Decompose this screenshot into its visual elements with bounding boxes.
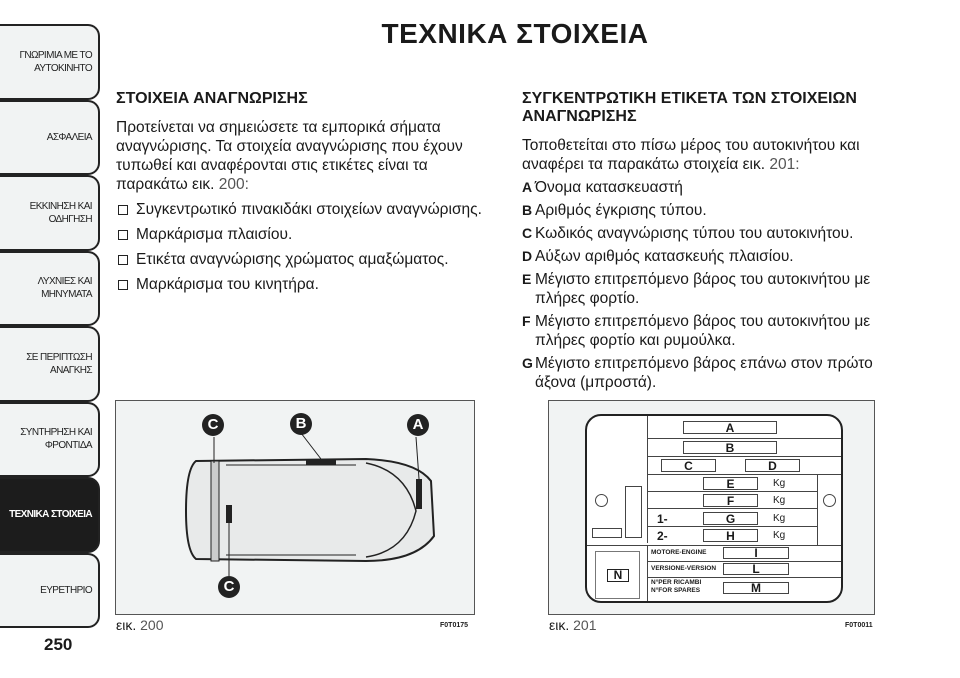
figure-code: F0T0011: [845, 622, 873, 629]
right-column: [522, 90, 912, 392]
intro-text: Τοποθετείται στο πίσω μέρος του αυτοκινήτου και αναφέρει τα παρακάτω στοιχεία εικ. 201:: [522, 137, 860, 173]
engine-label: MOTORE-ENGINE: [651, 549, 707, 556]
axle-1-label: 1-: [657, 512, 668, 526]
figure-caption: εικ. 201: [549, 617, 597, 633]
field-e: E: [703, 477, 758, 490]
list-item: B Αριθμός έγκρισης τύπου.: [522, 202, 707, 219]
field-a: A: [683, 421, 777, 434]
list-item: Μαρκάρισμα του κινητήρα.: [116, 275, 501, 294]
field-n: N: [607, 569, 629, 582]
list-item: A Όνομα κατασκευαστή: [522, 179, 683, 196]
field-l: L: [723, 563, 789, 575]
figure-200-car-diagram: [115, 400, 475, 615]
list-item: Συγκεντρωτικό πινακιδάκι στοιχείων αναγνώρισης.: [116, 200, 501, 219]
field-m: M: [723, 582, 789, 594]
axle-2-label: 2-: [657, 529, 668, 543]
unit-kg: Kg: [773, 495, 786, 506]
figure-code: F0T0175: [440, 622, 469, 629]
tab-starting-driving[interactable]: ΕΚΚΙΝΗΣΗ ΚΑΙ ΟΔΗΓΗΣΗ: [0, 175, 100, 251]
tab-technical-data[interactable]: ΤΕΧΝΙΚΑ ΣΤΟΙΧΕΙΑ: [0, 477, 100, 553]
tab-emergency[interactable]: ΣΕ ΠΕΡΙΠΤΩΣΗ ΑΝΑΓΚΗΣ: [0, 326, 100, 402]
field-c: C: [661, 459, 716, 472]
callout-a-badge: A: [407, 414, 429, 436]
checkbox-bullet-icon: [118, 255, 128, 265]
field-f: F: [703, 494, 758, 507]
figure-201-label-diagram: [548, 400, 875, 615]
field-g: G: [703, 512, 758, 525]
list-item: D Αύξων αριθμός κατασκευής πλαισίου.: [522, 248, 794, 265]
list-item: F Μέγιστο επιτρεπόμενο βάρος του αυτοκινήτου με πλήρες φορτίο και ρυμούλκα.: [522, 313, 871, 349]
checkbox-bullet-icon: [118, 280, 128, 290]
callout-b-badge: B: [290, 413, 312, 435]
checkbox-bullet-icon: [118, 230, 128, 240]
tab-safety[interactable]: ΑΣΦΑΛΕΙΑ: [0, 100, 100, 176]
tab-maintenance[interactable]: ΣΥΝΤΗΡΗΣΗ ΚΑΙ ΦΡΟΝΤΙΔΑ: [0, 402, 100, 478]
list-item: Ετικέτα αναγνώρισης χρώματος αμαξώματος.: [116, 250, 501, 269]
field-h: H: [703, 529, 758, 542]
tab-warning-lights[interactable]: ΛΥΧΝΙΕΣ ΚΑΙ ΜΗΝΥΜΑΤΑ: [0, 251, 100, 327]
section-heading: ΣΥΓΚΕΝΤΡΩΤΙΚΗ ΕΤΙΚΕΤΑ ΤΩΝ ΣΤΟΙΧΕΙΩΝ ΑΝΑΓΝΩΡΙΣΗΣ: [522, 90, 857, 125]
field-i: I: [723, 547, 789, 559]
list-item: G Μέγιστο επιτρεπόμενο βάρος επάνω στον πρώτο άξονα (μπροστά).: [522, 355, 873, 391]
callout-c-lower-badge: C: [218, 576, 240, 598]
version-label: VERSIONE-VERSION: [651, 565, 717, 572]
chapter-tabs: [0, 24, 100, 628]
list-item: Μαρκάρισμα πλαισίου.: [116, 225, 501, 244]
tab-index[interactable]: ΕΥΡΕΤΗΡΙΟ: [0, 553, 100, 629]
spares-label: N°PER RICAMBI N°FOR SPARES: [651, 579, 702, 594]
field-b: B: [683, 441, 777, 454]
callout-c-badge: C: [202, 414, 224, 436]
checkbox-bullet-icon: [118, 205, 128, 215]
page-number: 250: [44, 635, 73, 654]
intro-text: Προτείνεται να σημειώσετε τα εμπορικά σήματα αναγνώρισης. Τα στοιχεία αναγνώρισης που έχουν τυπωθεί και αναφέρονται στις ετικέτες είναι τα παρακάτω εικ. 200:: [116, 119, 463, 193]
tab-getting-to-know[interactable]: ΓΝΩΡΙΜΙΑ ΜΕ ΤΟ ΑΥΤΟΚΙΝΗΤΟ: [0, 24, 100, 100]
page-title: ΤΕΧΝΙΚΑ ΣΤΟΙΧΕΙΑ: [381, 18, 649, 49]
unit-kg: Kg: [773, 530, 786, 541]
list-item: E Μέγιστο επιτρεπόμενο βάρος του αυτοκινήτου με πλήρες φορτίο.: [522, 271, 871, 307]
field-d: D: [745, 459, 800, 472]
unit-kg: Kg: [773, 513, 786, 524]
left-column: [116, 90, 501, 294]
identification-plate: [585, 414, 843, 603]
figure-caption: εικ. 200: [116, 617, 164, 633]
section-heading: ΣΤΟΙΧΕΙΑ ΑΝΑΓΝΩΡΙΣΗΣ: [116, 90, 308, 107]
list-item: C Κωδικός αναγνώρισης τύπου του αυτοκινήτου.: [522, 225, 854, 242]
unit-kg: Kg: [773, 478, 786, 489]
